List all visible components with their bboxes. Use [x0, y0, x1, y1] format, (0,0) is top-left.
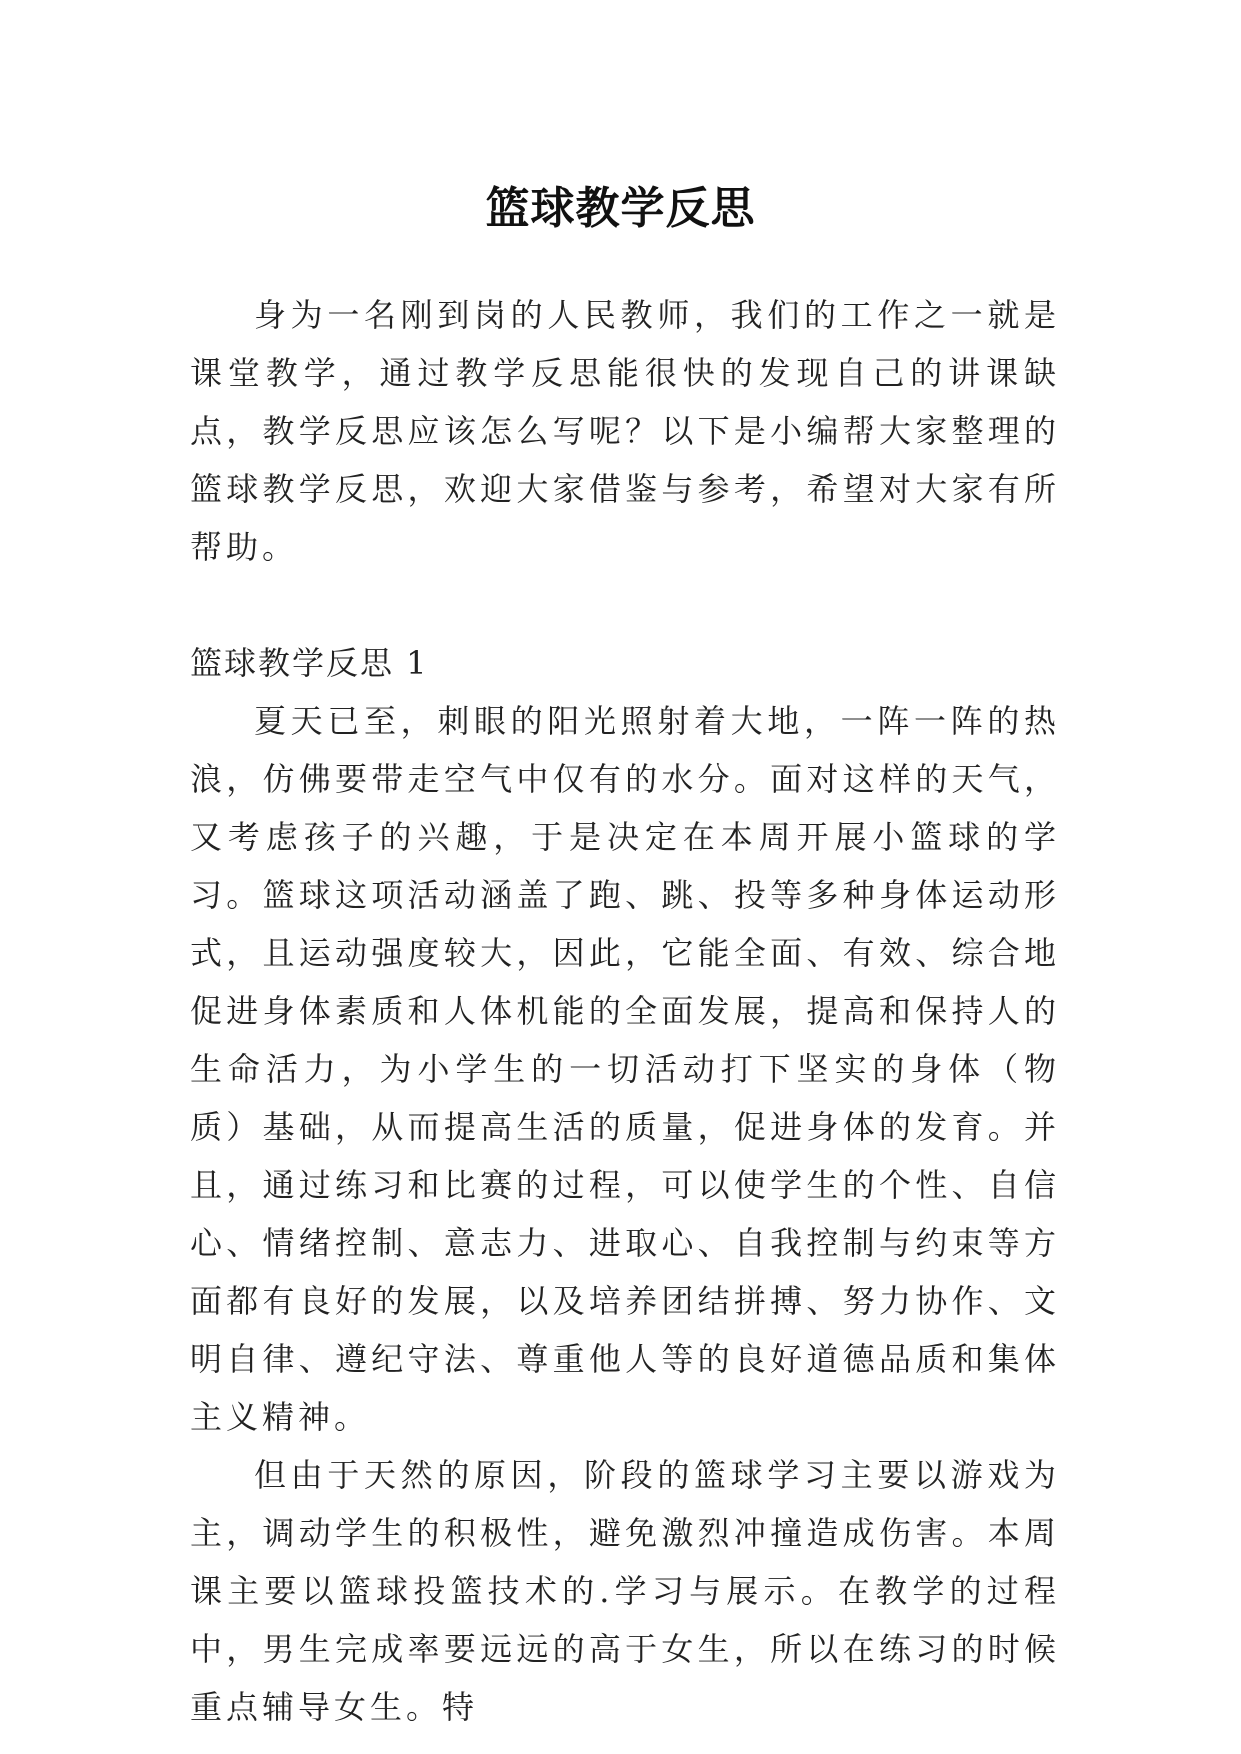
body-paragraph: 但由于天然的原因，阶段的篮球学习主要以游戏为主，调动学生的积极性，避免激烈冲撞造成伤害。本周课主要以篮球投篮技术的.学习与展示。在教学的过程中，男生完成率要远远的高于女生，所以在练习的时候重点辅导女生。特: [190, 1456, 1060, 1726]
intro-paragraph: 身为一名刚到岗的人民教师，我们的工作之一就是课堂教学，通过教学反思能很快的发现自己的讲课缺点，教学反思应该怎么写呢？以下是小编帮大家整理的篮球教学反思，欢迎大家借鉴与参考，希望对大家有所帮助。: [190, 296, 1060, 566]
section-heading: 篮球教学反思 1: [190, 644, 429, 682]
document-body: [190, 286, 1060, 1736]
document-title: 篮球教学反思: [485, 183, 756, 235]
body-paragraph: 夏天已至，刺眼的阳光照射着大地，一阵一阵的热浪，仿佛要带走空气中仅有的水分。面对这样的天气，又考虑孩子的兴趣，于是决定在本周开展小篮球的学习。篮球这项活动涵盖了跑、跳、投等多种身体运动形式，且运动强度较大，因此，它能全面、有效、综合地促进身体素质和人体机能的全面发展，提高和保持人的生命活力，为小学生的一切活动打下坚实的身体（物质）基础，从而提高生活的质量，促进身体的发育。并且，通过练习和比赛的过程，可以使学生的个性、自信心、情绪控制、意志力、进取心、自我控制与约束等方面都有良好的发展，以及培养团结拼搏、努力协作、文明自律、遵纪守法、尊重他人等的良好道德品质和集体主义精神。: [190, 702, 1060, 1436]
